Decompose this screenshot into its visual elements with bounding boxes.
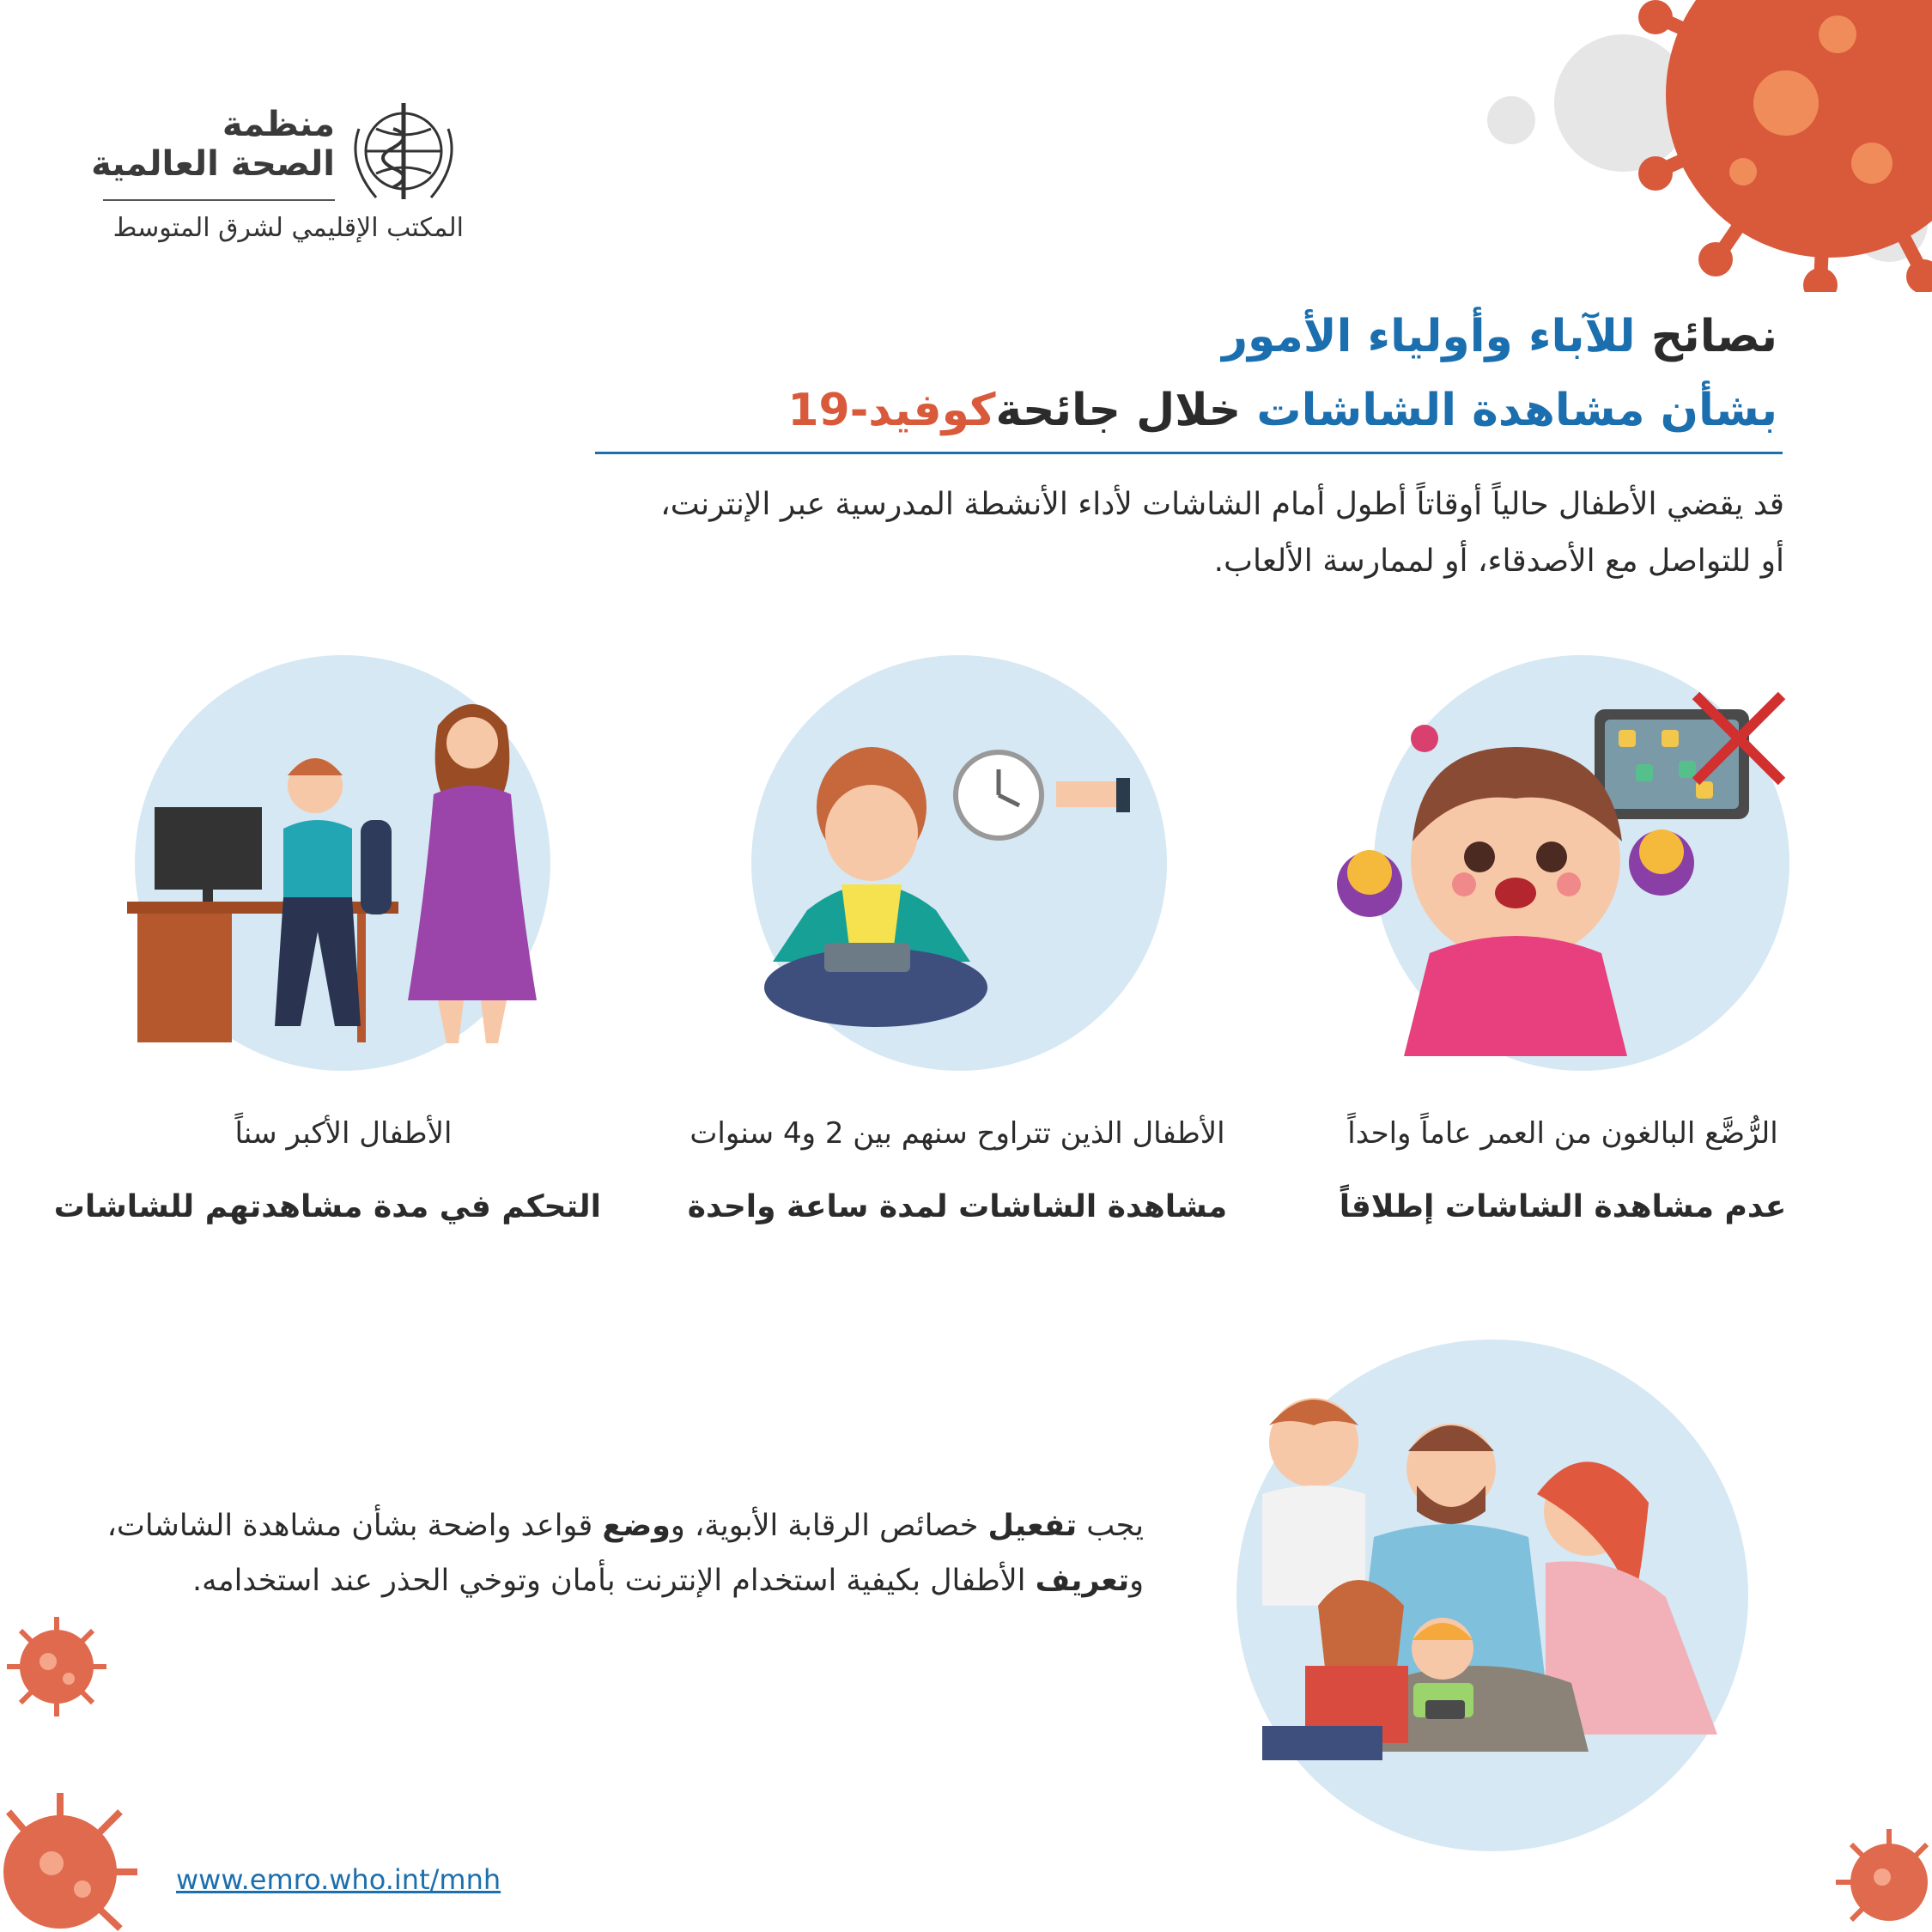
bottom-bold-inform: تعريف [1035, 1564, 1130, 1598]
who-emblem-icon [343, 94, 464, 215]
child-tablet-clock-icon [756, 738, 1168, 1048]
bottom-text-and: و [1129, 1564, 1144, 1598]
bottom-bold-set: وضع [602, 1509, 671, 1543]
who-regional-office: المكتب الإقليمي لشرق المتوسط [112, 213, 464, 243]
logo-divider [103, 199, 335, 201]
intro-paragraph [591, 477, 1784, 590]
bottom-advice-paragraph [70, 1498, 1144, 1608]
intro-line2: أو للتواصل مع الأصدقاء، أو لممارسة الألعاب. [1213, 544, 1784, 579]
footer-url-link[interactable]: www.emro.who.int/mnh [176, 1863, 501, 1896]
family-tablet-icon [1159, 1391, 1812, 1795]
teen-computer-parent-icon [120, 674, 550, 1052]
title-line2 [787, 385, 1777, 436]
bottom-bold-activate: تفعيل [987, 1509, 1078, 1543]
title-screens: بشأن مشاهدة الشاشات [1256, 385, 1777, 436]
title-underline [595, 452, 1783, 454]
baby-no-tablet-icon [1335, 678, 1799, 1073]
bottom-text-parental: خصائص الرقابة الأبوية، و [670, 1509, 979, 1543]
intro-line1: قد يقضي الأطفال حالياً أوقاتاً أطول أمام الشاشات لأداء الأنشطة المدرسية عبر الإنترنت، [660, 487, 1784, 522]
bottom-text-safety: الأطفال بكيفية استخدام الإنترنت بأمان وتوخي الحذر عند استخدامه. [192, 1564, 1026, 1598]
virus-decoration-top-icon [1460, 0, 1932, 292]
tip-infant-group: الرُّضَّع البالغون من العمر عاماً واحداً [1347, 1116, 1778, 1151]
bottom-text-must: يجب [1086, 1509, 1144, 1543]
tip-toddler-group: الأطفال الذين تتراوح سنهم بين 2 و4 سنوات [690, 1116, 1225, 1151]
who-name-line2: الصحة العالمية [91, 144, 335, 184]
tip-infant-advice: عدم مشاهدة الشاشات إطلاقاً [1339, 1189, 1787, 1224]
virus-decoration-bottom-right-icon [1829, 1820, 1932, 1932]
bottom-text-rules: قواعد واضحة بشأن مشاهدة الشاشات، [106, 1509, 593, 1543]
title-line1 [1222, 311, 1777, 362]
title-during: خلال جائحة [995, 385, 1242, 436]
tip-older-group: الأطفال الأكبر سناً [234, 1116, 453, 1151]
title-word-advice: نصائح [1650, 311, 1777, 362]
title-covid: كوفيد-19 [787, 385, 996, 436]
tip-older-advice: التحكم في مدة مشاهدتهم للشاشات [53, 1189, 601, 1224]
virus-decoration-left-icon [0, 1610, 120, 1730]
who-name-line1: منظمة [222, 105, 335, 144]
virus-decoration-bottom-left-icon [0, 1777, 155, 1932]
bottom-line2 [70, 1553, 1144, 1608]
bottom-line1 [70, 1498, 1144, 1553]
tip-toddler-advice: مشاهدة الشاشات لمدة ساعة واحدة [687, 1189, 1228, 1224]
title-parents: للآباء وأولياء الأمور [1222, 311, 1636, 362]
who-logo [91, 94, 464, 266]
